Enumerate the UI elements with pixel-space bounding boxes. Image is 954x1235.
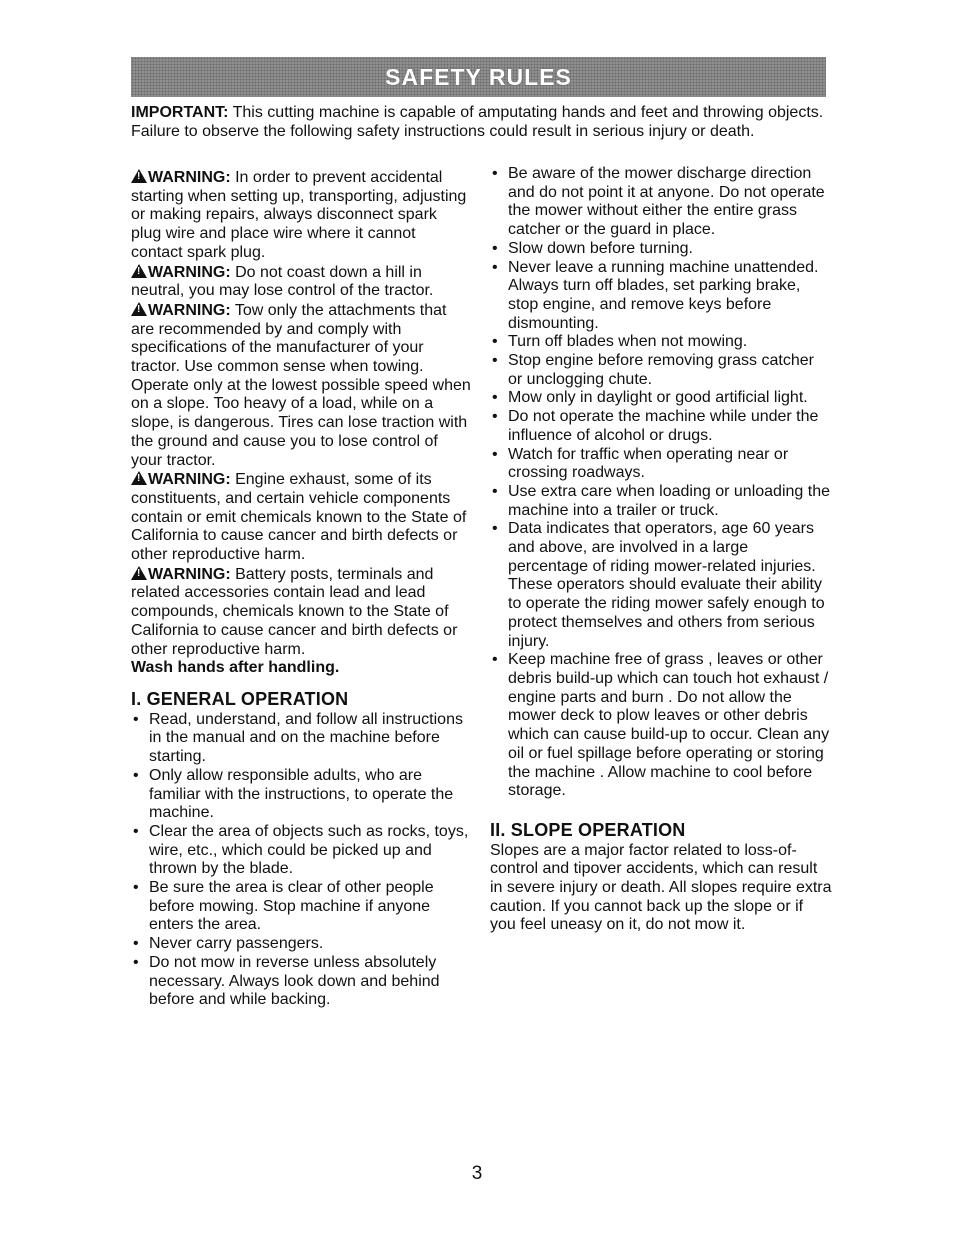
warning-text: Do not coast down a hill in neutral, you may lose control of the tractor. <box>131 263 434 300</box>
warning-triangle-icon <box>131 471 147 485</box>
page-number: 3 <box>471 1163 483 1184</box>
warning-battery <box>131 565 471 660</box>
slope-operation-text: Slopes are a major factor related to loss-of-control and tipover accidents, which can result in severe injury or death. All slopes require extra caution. If you cannot back up the slope or if you feel uneasy on it, do not mow it. <box>490 841 832 934</box>
warning-text: Engine exhaust, some of its constituents, and certain vehicle components contain or emit chemicals known to the State of California to cause cancer and birth defects or other reproductive harm. <box>131 471 467 564</box>
general-operation-list-continued <box>490 165 832 801</box>
wash-hands-notice: Wash hands after handling. <box>131 659 340 677</box>
list-item: • Do not mow in reverse unless absolutely necessary. Always look down and behind before and while backing. <box>131 954 471 1010</box>
list-item: • Do not operate the machine while under the influence of alcohol or drugs. <box>490 408 832 445</box>
list-item: • Use extra care when loading or unloading the machine into a trailer or truck. <box>490 483 832 520</box>
list-item: • Never carry passengers. <box>131 935 471 954</box>
warning-label: WARNING: <box>148 263 231 281</box>
list-item: • Mow only in daylight or good artificial light. <box>490 389 832 408</box>
important-notice <box>131 103 831 141</box>
list-item: • Be sure the area is clear of other people before mowing. Stop machine if anyone enters the area. <box>131 879 471 935</box>
warning-text: Battery posts, terminals and related accessories contain lead and lead compounds, chemicals known to the State of California to cause cancer and birth defects or other reproductive harm. <box>131 565 458 658</box>
page-title: SAFETY RULES <box>385 63 572 90</box>
list-item: • Slow down before turning. <box>490 240 832 259</box>
warning-towing <box>131 301 471 470</box>
warning-triangle-icon <box>131 169 147 183</box>
warning-label: WARNING: <box>148 169 231 186</box>
list-item: • Clear the area of objects such as rocks, toys, wire, etc., which could be picked up and thrown by the blade. <box>131 823 471 879</box>
list-item: • Be aware of the mower discharge direction and do not point it at anyone. Do not operate the mower without either the entire grass catcher or the guard in place. <box>490 165 832 240</box>
warning-triangle-icon <box>131 566 147 580</box>
list-item: • Only allow responsible adults, who are familiar with the instructions, to operate the machine. <box>131 767 471 823</box>
list-item: • Stop engine before removing grass catcher or unclogging chute. <box>490 352 832 389</box>
list-item: • Never leave a running machine unattended. Always turn off blades, set parking brake, stop engine, and remove keys before dismounting. <box>490 259 832 334</box>
list-item: • Watch for traffic when operating near or crossing roadways. <box>490 446 832 483</box>
general-operation-list <box>131 711 471 1010</box>
important-text: This cutting machine is capable of amputating hands and feet and throwing objects. Failure to observe the following safety instructions could result in serious injury or death. <box>131 104 824 140</box>
general-operation-heading: I. GENERAL OPERATION <box>131 688 349 709</box>
left-column <box>131 168 471 1010</box>
warning-label: WARNING: <box>148 471 231 489</box>
slope-operation-heading: II. SLOPE OPERATION <box>490 819 686 840</box>
list-item: • Keep machine free of grass , leaves or other debris build-up which can touch hot exhaust / engine parts and burn . Do not allow the mower deck to plow leaves or other debris which can cause build-up to occur. Clean any oil or fuel spillage before operating or storing the machine . Allow machine to cool before storage. <box>490 651 832 801</box>
list-item: • Turn off blades when not mowing. <box>490 333 832 352</box>
warning-text: Tow only the attachments that are recommended by and comply with specifications of the manufacturer of your tractor. Use common sense when towing. Operate only at the lowest possible speed when on a slope. Too heavy of a load, while on a slope, is dangerous. Tires can lose traction with the ground and cause you to lose control of your tractor. <box>131 301 471 469</box>
list-item: • Read, understand, and follow all instructions in the manual and on the machine before starting. <box>131 711 471 767</box>
warning-coast-hill <box>131 263 471 301</box>
important-label: IMPORTANT: <box>131 104 229 121</box>
warning-label: WARNING: <box>148 565 231 583</box>
warning-triangle-icon <box>131 302 147 316</box>
right-column <box>490 165 832 935</box>
warning-spark-plug <box>131 168 471 263</box>
safety-rules-banner <box>131 57 826 97</box>
warning-label: WARNING: <box>148 301 231 319</box>
warning-text: In order to prevent accidental starting when setting up, transporting, adjusting or making repairs, always disconnect spark plug wire and place wire where it cannot contact spark plug. <box>131 169 467 261</box>
list-item: • Data indicates that operators, age 60 years and above, are involved in a large percentage of riding mower-related injuries. These operators should evaluate their ability to operate the riding mower safely enough to protect themselves and others from serious injury. <box>490 520 832 651</box>
warning-triangle-icon <box>131 264 147 278</box>
warning-exhaust <box>131 470 471 565</box>
